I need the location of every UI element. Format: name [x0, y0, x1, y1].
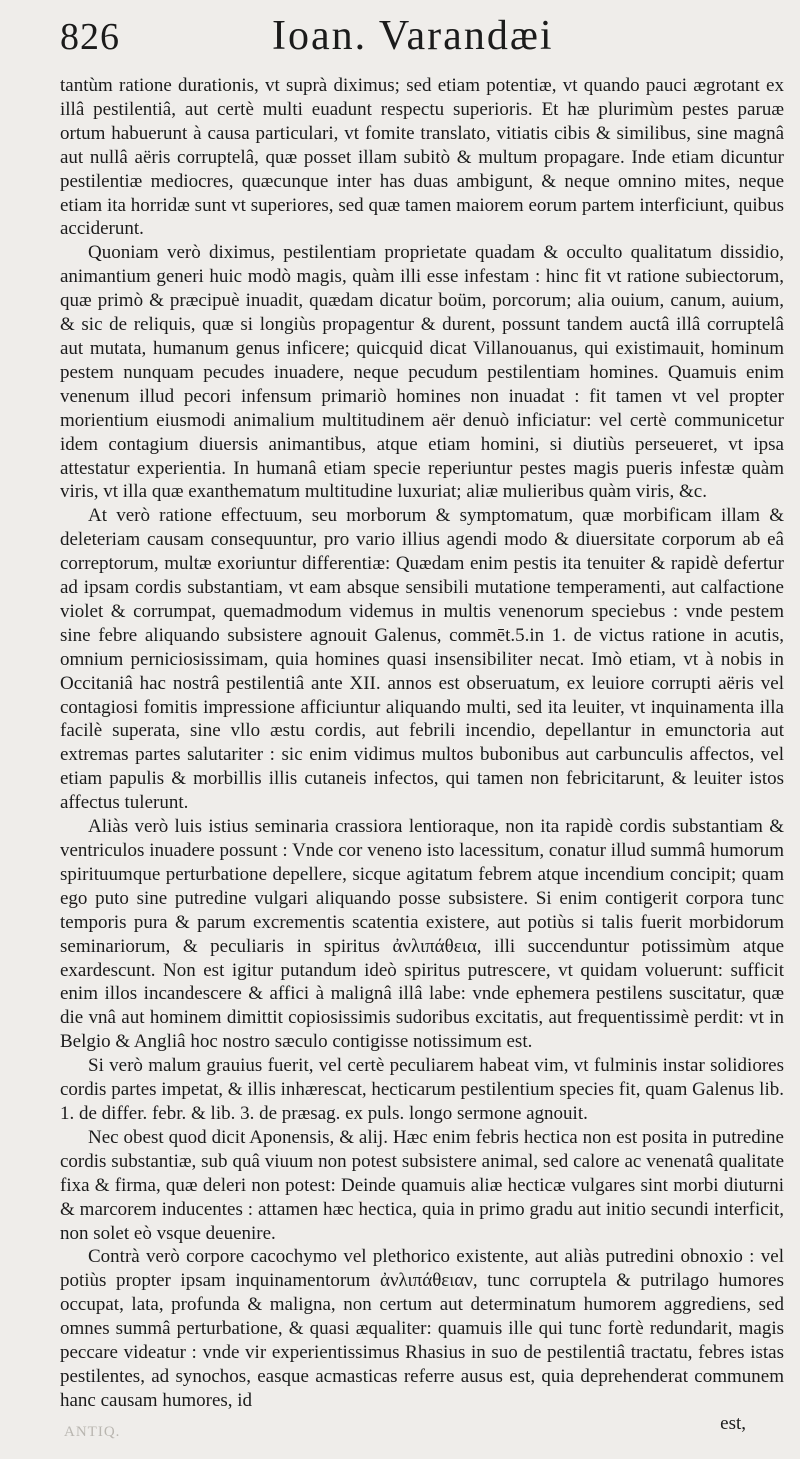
paragraph: Quoniam verò diximus, pestilentiam proprietate quadam & occulto qualitatum dissidio, animantium generi huic modò magis, quàm illi esse infestam : hinc fit vt ratione subiectorum, quæ primò & præcipuè inuadit, quædam dicatur boüm, porcorum; alia ouium, canum, auium, & sic de reliquis, quæ si longiùs propagentur & durent, possunt tandem auctâ illâ corruptelâ aut mutata, humanum genus inficere; quicquid dicat Villanouanus, qui existimauit, hominum pestem nunquam pecudes inuadere, neque pecudum pestilentiam homines. Quamuis enim venenum illud pecori infensum primariò homines non inuadat : fit tamen vt vel propter morientium eiusmodi animalium multitudinem aër denuò inficiatur: vel certè communicetur idem contagium diuersis animantibus, atque etiam homini, si diutiùs perseueret, vt ipsa attestatur experientia. In humanâ etiam specie reperiuntur pestes magis pueris infestæ quàm viris, vt illa quæ exanthematum multitudine luxuriat; aliæ mulieribus quàm viris, &c.	[60, 242, 784, 503]
paragraph: Si verò malum grauius fuerit, vel certè peculiarem habeat vim, vt fulminis instar solidiores cordis partes impetat, & illis inhærescat, hecticarum pestilentium species fit, quam Galenus lib. 1. de differ. febr. & lib. 3. de præsag. ex puls. longo sermone agnouit.	[60, 1055, 784, 1124]
running-head: Ioan. Varandæi	[272, 13, 554, 59]
page-header	[60, 12, 784, 74]
page-number: 826	[60, 16, 120, 58]
paragraph: Contrà verò corpore cacochymo vel plethorico existente, aut aliàs putredini obnoxio : vel potiùs propter ipsam inquinamentorum ἀνλιπάθειαν, tunc corruptela & putrilago humores occupat, lata, profunda & maligna, non certum aut determinatum humorem aggrediens, sed omnes summâ perturbatione, & quasi æqualiter: quamuis ille qui tunc fortè redundarit, magis peccare videatur : vnde vir experientissimus Rhasius in suo de pestilentiâ tractatu, febres istas pestilentes, ad synochos, easque acmasticas referre ausus est, quia deprehenderat communem hanc causam humores, id	[60, 1246, 784, 1411]
library-stamp: ANTIQ.	[64, 1424, 121, 1440]
paragraph: Nec obest quod dicit Aponensis, & alij. Hæc enim febris hectica non est posita in putredine cordis substantiæ, sub quâ viuum non potest subsistere animal, sed calore ac venenatâ qualitate fixa & firma, quæ deleri non potest: Deinde quamuis aliæ hecticæ vulgares sint morbi diuturni & marcorem inducentes : attamen hæc hectica, quia in primo gradu aut initio secundi interficit, non solet eò vsque deuenire.	[60, 1126, 784, 1244]
paragraph: tantùm ratione durationis, vt suprà diximus; sed etiam potentiæ, vt quando pauci ægrotant ex illâ pestilentiâ, aut certè multi euadunt respectu superioris. Et hæ plurimùm pestes paruæ ortum habuerunt à causa particulari, vt fomite translato, vitiatis cibis & similibus, sine magnâ aut nullâ aëris corruptelâ, quæ posset illam subitò & multum propagare. Inde etiam dicuntur pestilentiæ mediocres, quæcunque inter has duas ambigunt, & neque omnino mites, neque etiam ita horridæ sunt vt superiores, sed quæ tamen maiorem eorum partem interficiunt, quibus acciderunt.	[60, 75, 784, 240]
catchword: est,	[720, 1412, 746, 1434]
paragraph: Aliàs verò luis istius seminaria crassiora lentioraque, non ita rapidè cordis substantiam & ventriculos inuadere possunt : Vnde cor veneno isto lacessitum, conatur illud summâ humorum spirituumque perturbatione depellere, sicque agitatum febrem atque incendium concipit; quam ego puto sine putredine vulgari aliquando posse subsistere. Si enim contigerit corpora tunc temporis pura & parum excrementis scatentia existere, aut potiùs si talis fuerit morbidorum seminariorum, & peculiaris in spiritus ἀνλιπάθεια, illi succenduntur potissimùm atque exardescunt. Non est igitur putandum ideò spiritus putrescere, vt quidam voluerunt: sufficit enim illos incandescere & affici à malignâ illâ labe: vnde ephemera pestilens suscitatur, quæ die vnâ aut hominem dimittit copiosissimis sudoribus excitatis, aut frequentissimè perdit: vt in Belgio & Angliâ hoc nostro sæculo contigisse notissimum est.	[60, 816, 784, 1053]
paragraph: At verò ratione effectuum, seu morborum & symptomatum, quæ morbificam illam & deleteriam causam consequuntur, pro vario illius agendi modo & diuersitate corporum ab eâ correptorum, multæ exoriuntur differentiæ: Quædam enim pestis ita tenuiter & rapidè defertur ad ipsam cordis substantiam, vt eam absque sensibili mutatione temperamenti, aut calfactione violet & corrumpat, quemadmodum videmus in multis venenorum speciebus : vnde pestem sine febre aliquando subsistere agnouit Galenus, commēt.5.in 1. de victus ratione in acutis, omnium perniciosissimam, quia homines quasi insensibiliter necat. Imò etiam, vt à nobis in Occitaniâ hac nostrâ pestilentiâ ante XII. annos est obseruatum, ex leuiore corrupti aëris vel contagiosi fomitis impressione afficiuntur aliquando multi, sed ita leuiter, vt inquinamenta illa facilè superata, sine vllo æstu cordis, aut febrili incendio, depellantur in emunctoria aut extremas partes salutariter : sic enim vidimus multos bubonibus aut carbunculis affectos, vel etiam papulis & morbillis illis cutaneis infectos, qui tamen non febricitarunt, & leuiter istos affectus tulerunt.	[60, 505, 784, 814]
body-text	[60, 74, 784, 1435]
